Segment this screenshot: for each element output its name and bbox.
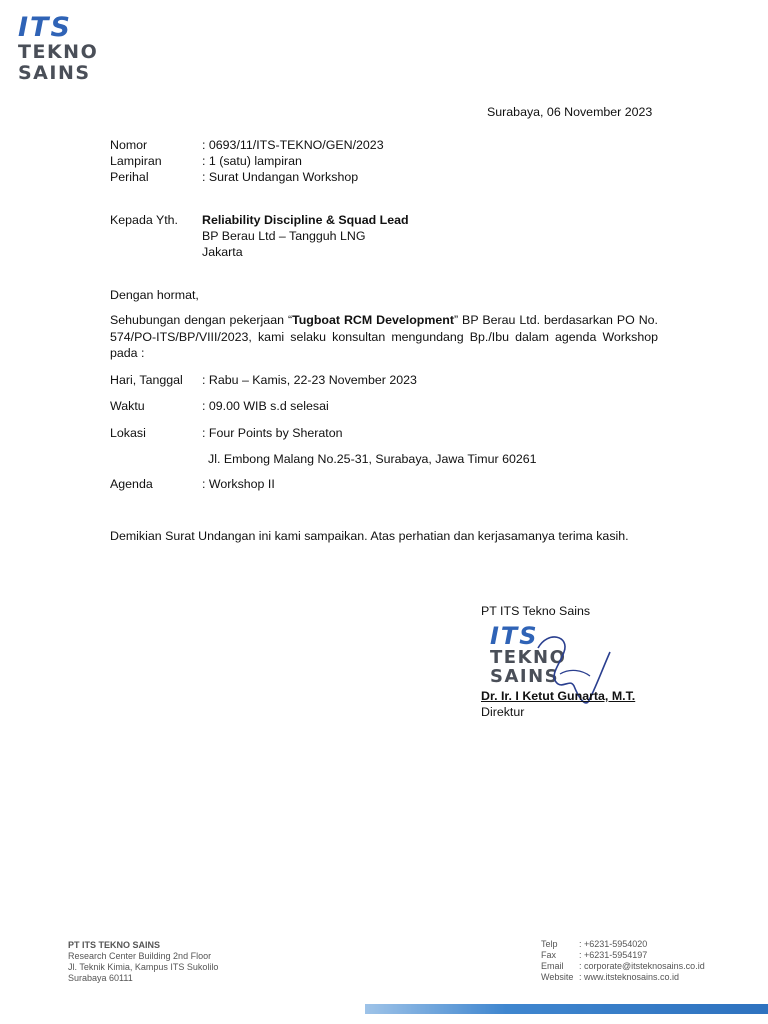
footer-address [68,940,218,984]
footer-accent-bar [365,1004,768,1014]
agenda-value-location: : Four Points by Sheraton [202,426,343,440]
contact-label-email: Email [541,961,564,971]
contact-label-website: Website [541,972,574,982]
contact-value-telp: : +6231-5954020 [579,939,648,949]
agenda-value-address: Jl. Embong Malang No.25-31, Surabaya, Jawa Timur 60261 [208,452,537,466]
logo-tekno: TEKNO [18,41,99,63]
contact-value-email: : corporate@itsteknosains.co.id [579,961,705,971]
logo-sains: SAINS [18,62,91,84]
contact-value-fax: : +6231-5954197 [579,950,648,960]
field-label-nomor: Nomor [110,138,148,152]
logo-its: ITS [18,12,72,43]
recipient-company: BP Berau Ltd – Tangguh LNG [202,229,366,243]
field-value-lampiran: : 1 (satu) lampiran [202,154,302,168]
contact-value-website: : www.itsteknosains.co.id [579,972,680,982]
agenda-label-agenda: Agenda [110,477,153,491]
field-value-nomor: : 0693/11/ITS-TEKNO/GEN/2023 [202,138,384,152]
footer-building: Research Center Building 2nd Floor [68,951,212,961]
footer-contacts [541,939,705,983]
company-logo [18,14,118,83]
agenda-value-date: : Rabu – Kamis, 22-23 November 2023 [202,373,417,387]
signatory-title: Direktur [481,705,525,719]
agenda-label-date: Hari, Tanggal [110,373,183,387]
footer-company: PT ITS TEKNO SAINS [68,940,161,950]
stamp-its: ITS [490,622,539,650]
agenda-value-time: : 09.00 WIB s.d selesai [202,399,329,413]
recipient-label: Kepada Yth. [110,213,178,227]
agenda-label-location: Lokasi [110,426,146,440]
recipient-name: Reliability Discipline & Squad Lead [202,213,409,227]
body-pre: Sehubungan dengan pekerjaan “ [110,313,293,327]
signature-company: PT ITS Tekno Sains [481,604,591,618]
greeting: Dengan hormat, [110,288,199,302]
stamp-tekno: TEKNO [490,647,567,668]
project-name: Tugboat RCM Development [292,313,454,327]
field-label-lampiran: Lampiran [110,154,162,168]
footer-street: Jl. Teknik Kimia, Kampus ITS Sukolilo [68,962,219,972]
agenda-value-agenda: : Workshop II [202,477,275,491]
closing-sentence: Demikian Surat Undangan ini kami sampaikan. Atas perhatian dan kerjasamanya terima kasih. [110,529,629,543]
contact-label-fax: Fax [541,950,557,960]
body-post: ” BP Berau Ltd. berdasarkan PO No. 574/PO-ITS/BP/VIII/2023, kami selaku konsultan mengundang Bp./Ibu dalam agenda Workshop pada : [110,313,658,360]
field-label-perihal: Perihal [110,170,149,184]
contact-label-telp: Telp [541,939,558,949]
stamp-sains: SAINS [490,666,560,687]
signatory-name: Dr. Ir. I Ketut Gunarta, M.T. [481,689,636,703]
body-paragraph [110,312,658,362]
agenda-label-time: Waktu [110,399,145,413]
recipient-city: Jakarta [202,245,243,259]
footer-city: Surabaya 60111 [68,973,133,983]
field-value-perihal: : Surat Undangan Workshop [202,170,359,184]
letter-date: Surabaya, 06 November 2023 [487,105,653,119]
